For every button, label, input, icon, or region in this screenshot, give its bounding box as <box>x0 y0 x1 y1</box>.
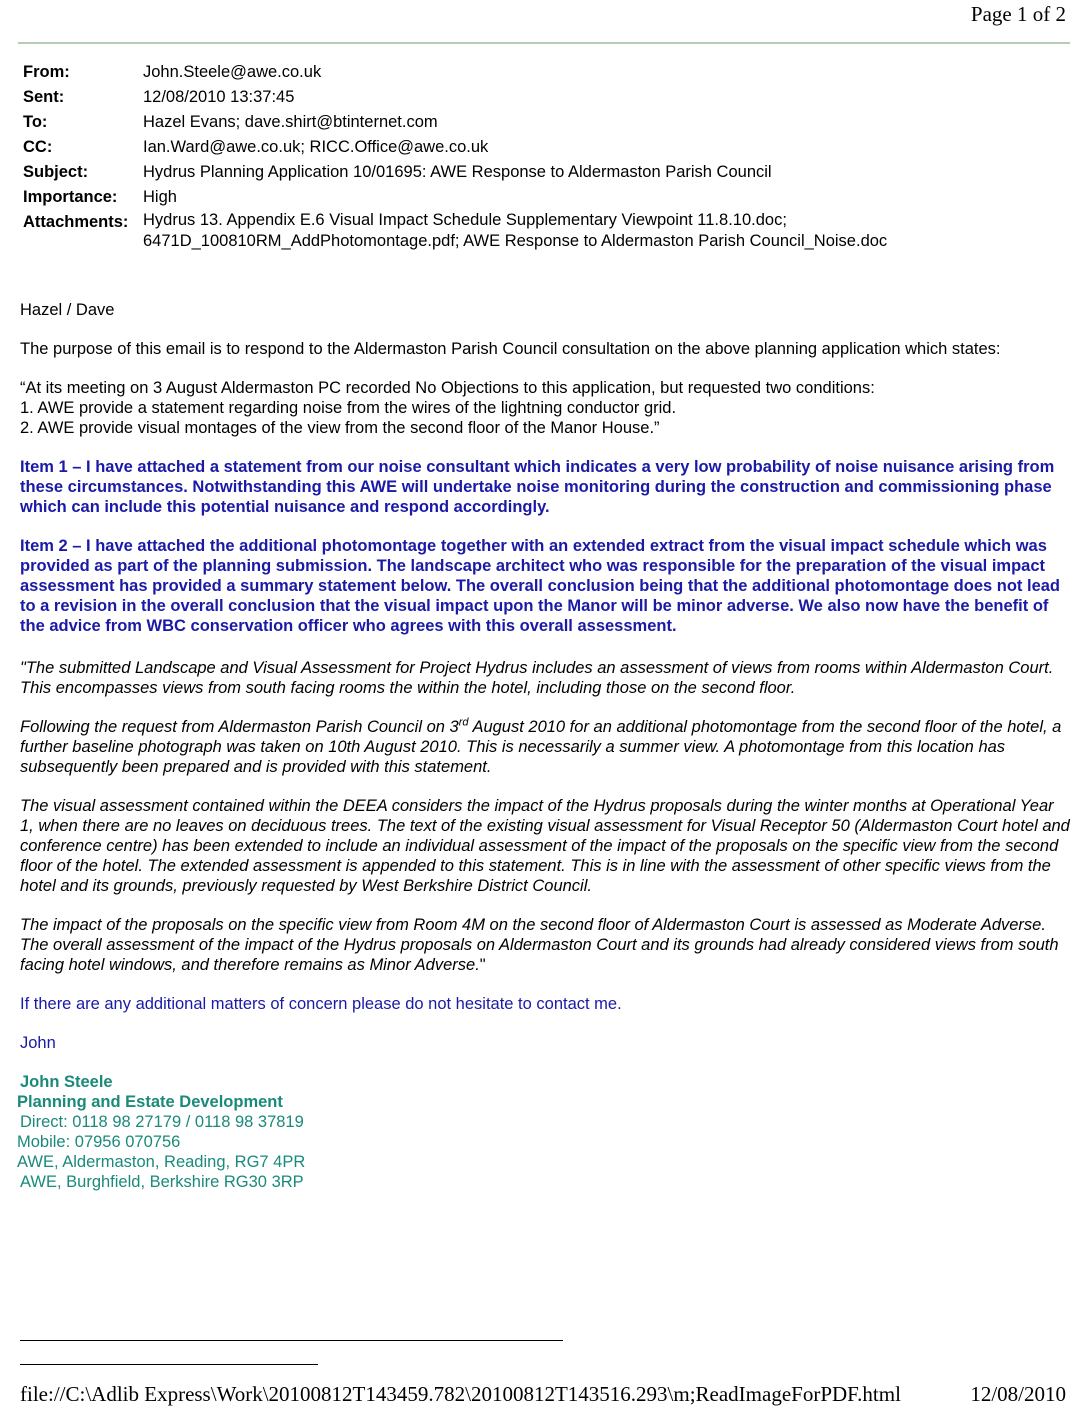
header-row-importance <box>23 185 1063 210</box>
attachment-line-2: 6471D_100810RM_AddPhotomontage.pdf; AWE Response to Aldermaston Parish Council_Noise.doc <box>143 232 888 250</box>
signature-name: John Steele <box>20 1073 113 1091</box>
header-label: Attachments: <box>23 213 129 231</box>
signature-department: Planning and Estate Development <box>17 1093 283 1111</box>
item-1-paragraph: Item 1 – I have attached a statement from our noise consultant which indicates a very low probability of noise nuisance arising from these circumstances. Notwithstanding this AWE will undertake noise monitoring during the construction and commissioning phase which can include this potential nuisance and respond accordingly. <box>20 458 1055 516</box>
closing-line: If there are any additional matters of concern please do not hesitate to contact me. <box>20 995 622 1013</box>
signature-mobile: Mobile: 07956 070756 <box>17 1133 181 1151</box>
signoff: John <box>20 1034 56 1052</box>
top-divider <box>18 42 1070 44</box>
quote-line: 2. AWE provide visual montages of the view from the second floor of the Manor House.” <box>20 419 660 437</box>
ordinal-suffix: rd <box>458 716 469 729</box>
signature-rule <box>20 1340 563 1341</box>
header-value <box>143 210 1063 252</box>
header-row-subject <box>23 160 1063 185</box>
page-number: Page 1 of 2 <box>970 2 1066 26</box>
header-label: Sent: <box>23 88 65 106</box>
quote-line: 1. AWE provide a statement regarding noise from the wires of the lightning conductor grid. <box>20 399 677 417</box>
email-body <box>17 300 1070 1192</box>
header-label: To: <box>23 113 48 131</box>
intro-paragraph: The purpose of this email is to respond to the Aldermaston Parish Council consultation on the above planning application which states: <box>20 340 1001 358</box>
header-label: From: <box>23 63 70 81</box>
closing-quote: " <box>479 956 486 974</box>
header-label: CC: <box>23 138 53 156</box>
signature-direct: Direct: 0118 98 27179 / 0118 98 37819 <box>20 1113 304 1131</box>
header-label: Importance: <box>23 188 118 206</box>
signature-block <box>17 1072 1070 1192</box>
header-value: Hazel Evans; dave.shirt@btinternet.com <box>143 113 438 131</box>
header-row-attachments <box>23 210 1063 252</box>
header-value: Ian.Ward@awe.co.uk; RICC.Office@awe.co.uk <box>143 138 489 156</box>
email-header <box>23 60 1063 252</box>
signature-rule <box>20 1364 318 1365</box>
statement-text: Following the request from Aldermaston Parish Council on 3 <box>20 718 459 736</box>
footer-file-path: file://C:\Adlib Express\Work\20100812T143459.782\20100812T143516.293\m;ReadImageForPDF.html <box>20 1382 901 1406</box>
greeting: Hazel / Dave <box>20 301 115 319</box>
header-label: Subject: <box>23 163 89 181</box>
header-value: Hydrus Planning Application 10/01695: AWE Response to Aldermaston Parish Council <box>143 163 772 181</box>
footer-date: 12/08/2010 <box>970 1382 1066 1406</box>
attachment-line-1: Hydrus 13. Appendix E.6 Visual Impact Schedule Supplementary Viewpoint 11.8.10.doc; <box>143 211 787 229</box>
statement-paragraph-1: "The submitted Landscape and Visual Assessment for Project Hydrus includes an assessment of views from rooms within Aldermaston Court. This encompasses views from south facing rooms the within the hotel, including those on the second floor. <box>20 659 1054 697</box>
statement-text: The impact of the proposals on the specific view from Room 4M on the second floor of Aldermaston Court is assessed as Moderate Adverse. The overall assessment of the impact of the Hydrus proposals on Aldermaston Court and its grounds had already considered views from south facing hotel windows, and therefore remains as Minor Adverse. <box>20 916 1059 974</box>
header-value: 12/08/2010 13:37:45 <box>143 88 295 106</box>
signature-address-1: AWE, Aldermaston, Reading, RG7 4PR <box>17 1153 306 1171</box>
statement-paragraph-4 <box>20 915 1070 975</box>
header-row-to <box>23 110 1063 135</box>
quote-line: “At its meeting on 3 August Aldermaston PC recorded No Objections to this application, but requested two conditions: <box>20 379 875 397</box>
signature-address-2: AWE, Burghfield, Berkshire RG30 3RP <box>20 1173 304 1191</box>
header-row-cc <box>23 135 1063 160</box>
statement-paragraph-3: The visual assessment contained within the DEEA considers the impact of the Hydrus proposals during the winter months at Operational Year 1, when there are no leaves on deciduous trees. The text of the existing visual assessment for Visual Receptor 50 (Aldermaston Court hotel and conference centre) has been extended to include an individual assessment of the impact of the proposals on the specific view from the second floor of the hotel. The extended assessment is appended to this statement. This is in line with the assessment of other specific views from the hotel and its grounds, previously requested by West Berkshire District Council. <box>20 797 1070 895</box>
statement-paragraph-2 <box>20 717 1070 777</box>
header-row-from <box>23 60 1063 85</box>
header-value: High <box>143 188 177 206</box>
header-row-sent <box>23 85 1063 110</box>
header-value: John.Steele@awe.co.uk <box>143 63 322 81</box>
quoted-conditions <box>20 378 1070 438</box>
statement-text: August 2010 for an additional photomontage from the second floor of the hotel, a further baseline photograph was taken on 10th August 2010. This is necessarily a summer view. A photomontage from this location has subsequently been prepared and is provided with this statement. <box>20 718 1062 776</box>
item-2-paragraph: Item 2 – I have attached the additional photomontage together with an extended extract from the visual impact schedule which was provided as part of the planning submission. The landscape architect who was responsible for the preparation of the visual impact assessment has provided a summary statement below. The overall conclusion being that the additional photomontage does not lead to a revision in the overall conclusion that the visual impact upon the Manor will be minor adverse. We also now have the benefit of the advice from WBC conservation officer who agrees with this overall assessment. <box>20 537 1061 635</box>
